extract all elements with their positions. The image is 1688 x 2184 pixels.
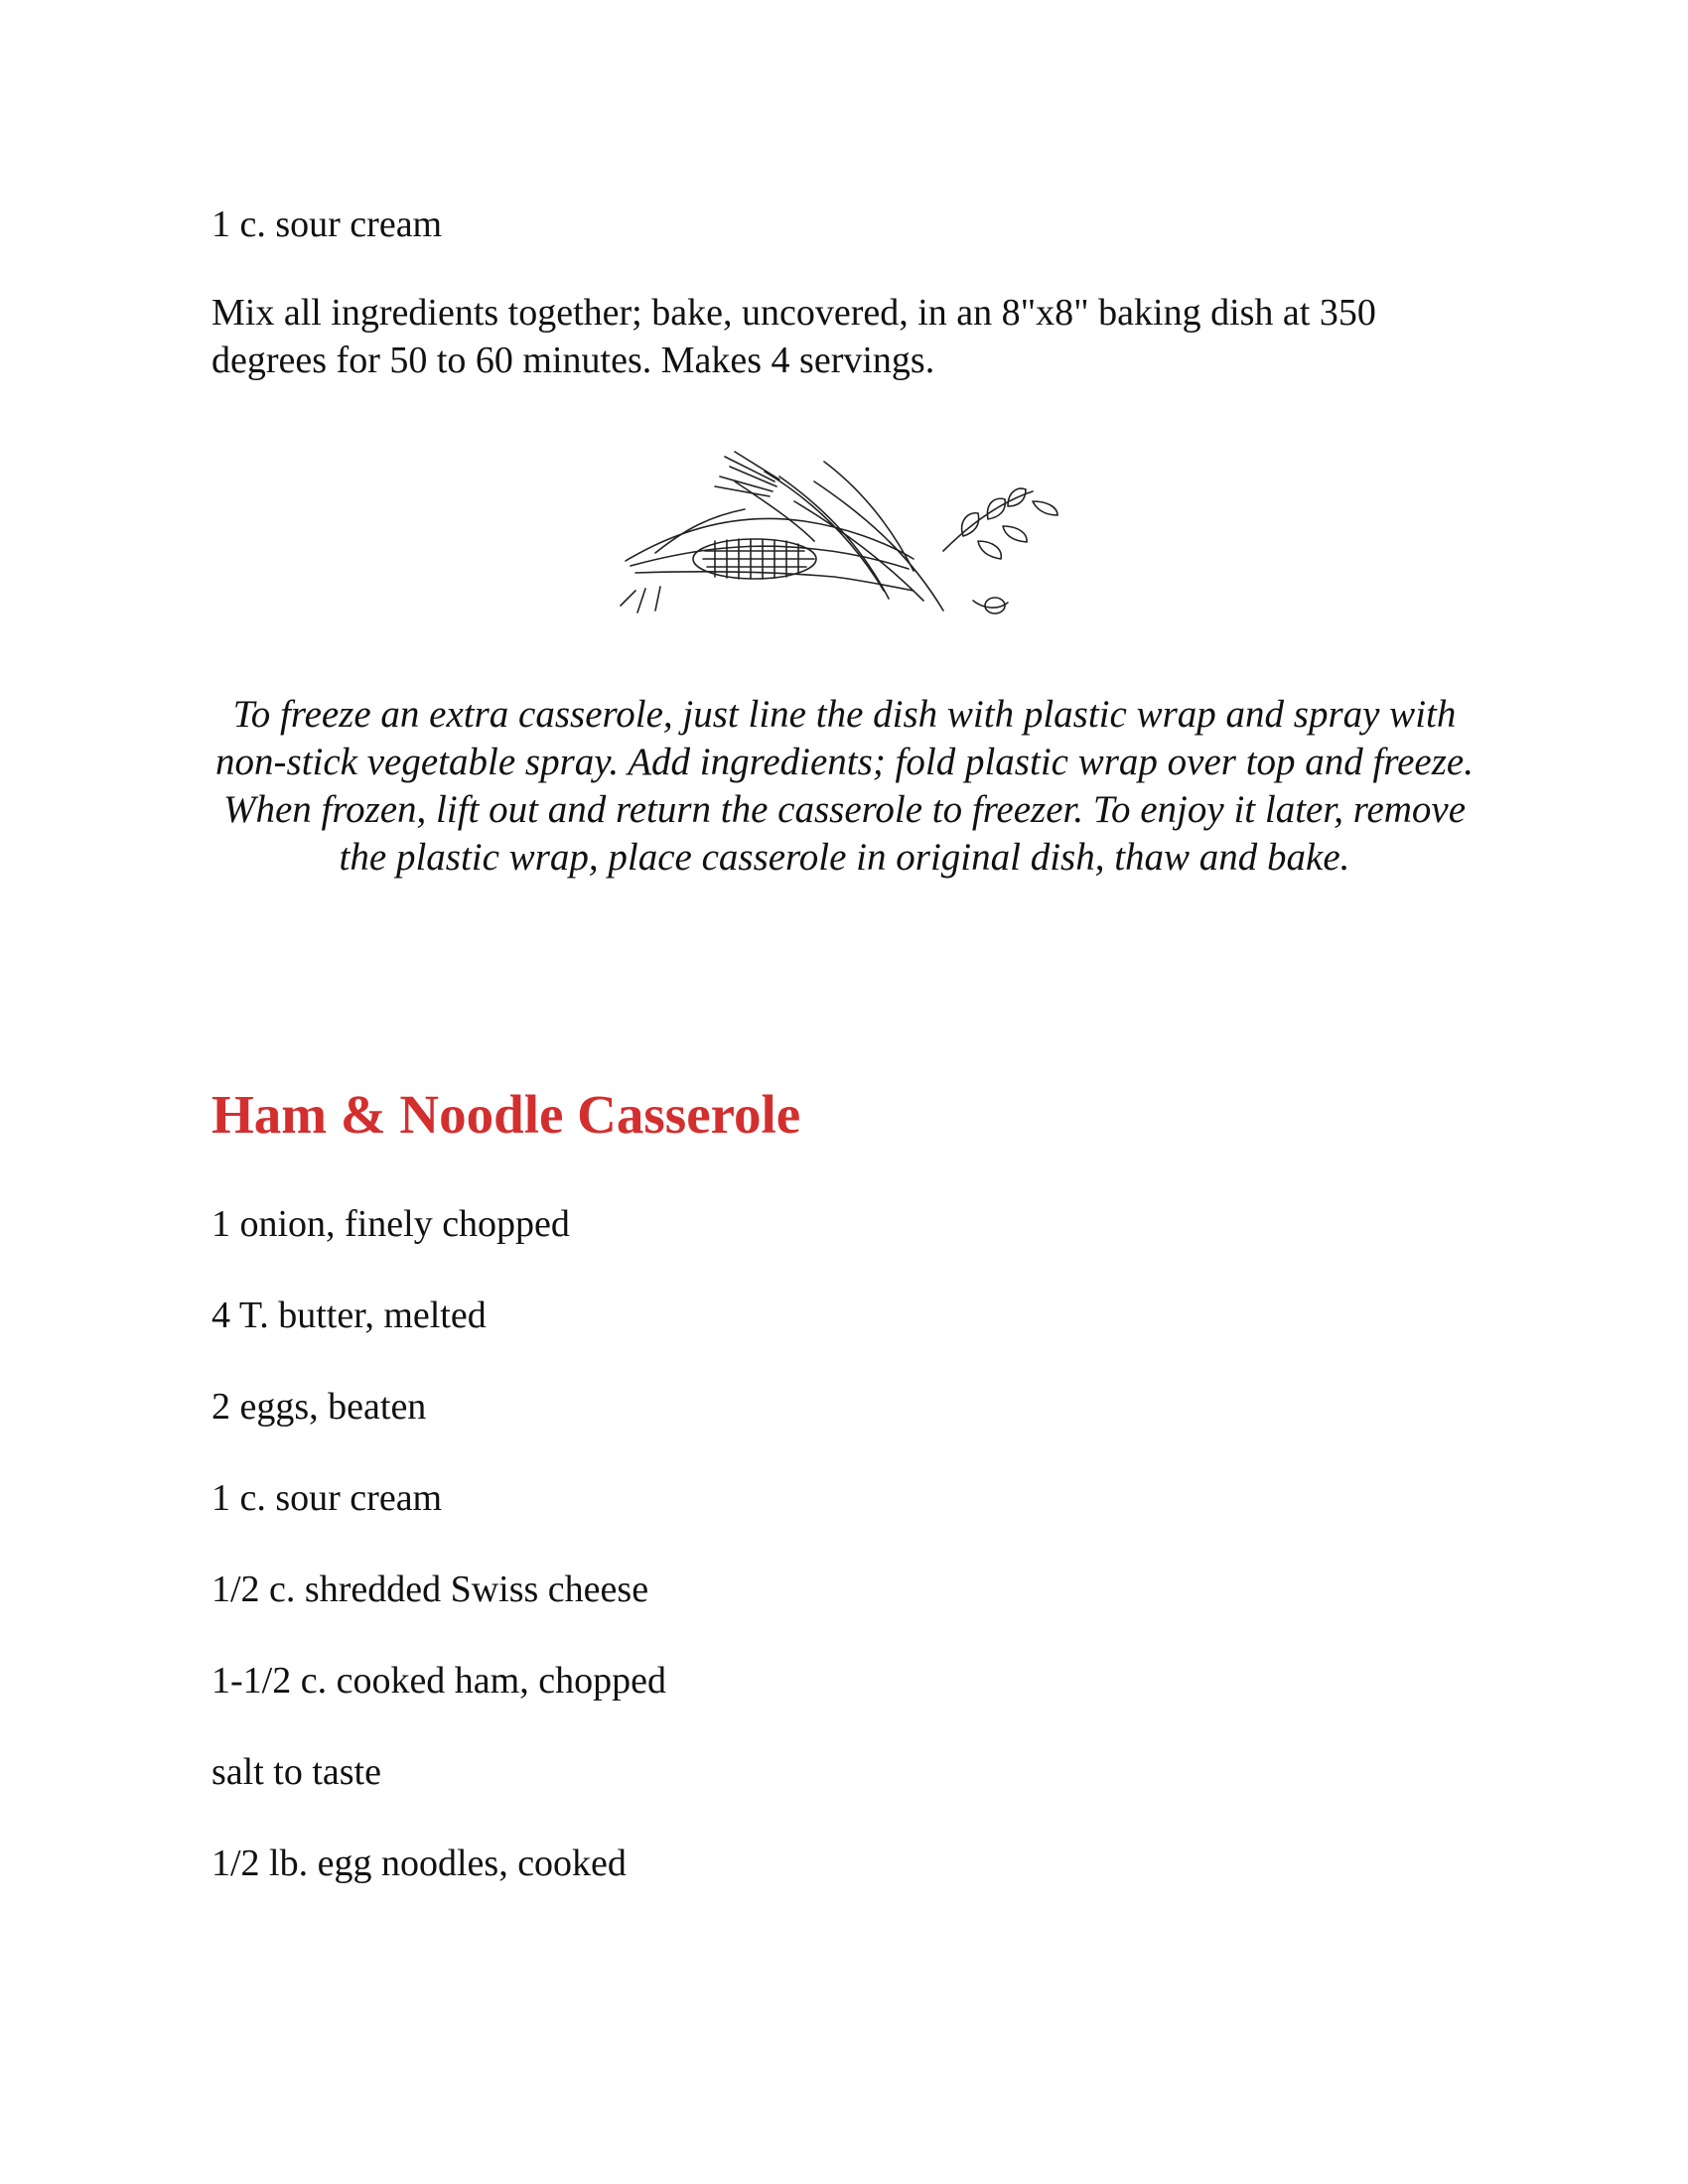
ingredient-line: salt to taste [211,1751,381,1793]
ingredient-line: 1 c. sour cream [211,204,443,245]
ingredient-line: 1 c. sour cream [211,1477,443,1519]
ingredient-line: 2 eggs, beaten [211,1386,427,1428]
ingredient-line: 1 onion, finely chopped [211,1203,570,1245]
directions-paragraph: Mix all ingredients together; bake, uncovered, in an 8"x8" baking dish at 350 degrees for 50 to 60 minutes. Makes 4 servings. [211,292,1376,381]
recipe-title: Ham & Noodle Casserole [211,1084,801,1145]
ingredient-line: 1/2 lb. egg noodles, cooked [211,1843,627,1884]
corn-icon [616,442,1072,630]
freezing-tip: To freeze an extra casserole, just line the dish with plastic wrap and spray with non-stick vegetable spray. Add ingredients; fold plastic wrap over top and freeze. When frozen, lift out and return the casserole to freezer. To enjoy it later, remove the plastic wrap, place casserole in original dish, thaw and bake. [215,693,1474,879]
ingredient-line: 1-1/2 c. cooked ham, chopped [211,1660,666,1702]
ingredient-line: 1/2 c. shredded Swiss cheese [211,1569,649,1610]
ingredient-line: 4 T. butter, melted [211,1295,487,1336]
